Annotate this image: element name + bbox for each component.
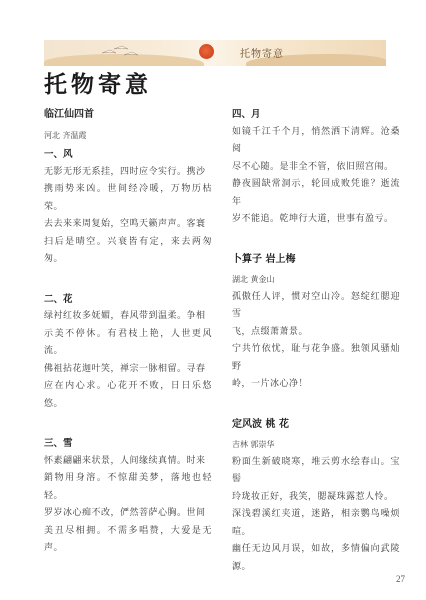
poem-author: 吉林 郭崇华 bbox=[232, 440, 275, 449]
poem-line: 玲珑妆正好，我笑，腮凝珠露惹人怜。 bbox=[232, 491, 394, 502]
poem-line: 绿衬红妆多妩媚，春风带到温柔。争相 bbox=[44, 311, 206, 321]
poem-body bbox=[44, 453, 212, 558]
poem-line: 深浅碧溪红夹道，迷路，相亲鹦鸟噪烦喧。 bbox=[232, 509, 400, 537]
poem-line: 罗岁冰心痴不改，俨然菩萨心胸。世间 bbox=[44, 508, 206, 518]
poem-line: 美丑尽相拥。不需多唱赞，大爱是无声。 bbox=[44, 525, 212, 553]
poem-author: 河北 齐温霞 bbox=[44, 130, 87, 140]
poem-body bbox=[44, 308, 212, 413]
poem-body bbox=[232, 454, 400, 577]
poem-line: 携雨势来凶。世间经冷暖，万物历枯荣。 bbox=[44, 184, 212, 212]
header-banner bbox=[44, 40, 386, 66]
poem-body bbox=[44, 164, 212, 269]
left-column bbox=[44, 106, 212, 558]
poem-line: 銷物用身溶。不惊甜美梦，落地也轻轻。 bbox=[44, 473, 212, 501]
poem-title: 定风波 桃 花 bbox=[232, 418, 289, 430]
section-heading: 一、风 bbox=[44, 149, 73, 160]
poem-line: 岁不能追。乾坤行大道，世事有盈亏。 bbox=[232, 214, 394, 224]
poem-body bbox=[232, 124, 400, 229]
poem-line: 粉面生新破晓寒，堆云剪水绘春山。宝髻 bbox=[232, 456, 400, 484]
poem-body bbox=[232, 289, 400, 394]
poem-line: 示美不停休。有君枝上艳，人世更风流。 bbox=[44, 328, 212, 356]
page-title: 托物寄意 bbox=[44, 71, 152, 98]
section-heading: 二、花 bbox=[44, 293, 73, 305]
poem-line: 宁共竹依忧，耻与花争盛。独领风骚灿野 bbox=[232, 344, 400, 372]
cranes-icon bbox=[100, 44, 140, 60]
poem-line: 去去来来周复始，空鸣天籁声声。客寰 bbox=[44, 219, 206, 229]
poem-line: 如镜千江千个月，悄然洒下清辉。沧桑阅 bbox=[232, 126, 400, 154]
right-column bbox=[232, 106, 400, 576]
poem-title: 卜算子 岩上梅 bbox=[232, 253, 296, 265]
poem-line: 静夜圆缺常洞示，轮回成败凭谁？逝流年 bbox=[232, 179, 400, 207]
poem-author: 湖北 黄金山 bbox=[232, 275, 275, 284]
poem-line: 孤傲任人评，惯对空山冷。怒绽红腮迎雪 bbox=[232, 291, 400, 319]
section-heading: 三、雪 bbox=[44, 438, 73, 449]
poem-line: 无影无形无系挂，四时应令实行。携沙 bbox=[44, 166, 206, 177]
section-heading: 四、月 bbox=[232, 109, 261, 120]
poem-line: 岭，一片冰心净！ bbox=[232, 379, 309, 389]
poem-line: 扫后是晴空。兴衰皆有定，来去两匆匆。 bbox=[44, 236, 212, 264]
page-number: 27 bbox=[396, 574, 405, 584]
poem-line: 飞，点缀萧萧景。 bbox=[232, 326, 309, 337]
banner-title: 托物寄意 bbox=[240, 49, 284, 60]
poem-line: 幽任无边风月误，如故，多情偏向武陵源。 bbox=[232, 544, 400, 572]
poem-line: 应在内心求。心花开不败，日日乐悠悠。 bbox=[44, 381, 212, 409]
poem-line: 尽不心随。是非全不管，依旧照宫闱。 bbox=[232, 161, 394, 172]
sun-icon bbox=[199, 44, 214, 59]
poem-line: 佛祖拈花迦叶笑，禅宗一脉相留。寻春 bbox=[44, 363, 206, 374]
poem-line: 怀素翩翩来状景，人间缘续真情。时来 bbox=[44, 455, 206, 466]
poem-title: 临江仙四首 bbox=[44, 109, 94, 120]
